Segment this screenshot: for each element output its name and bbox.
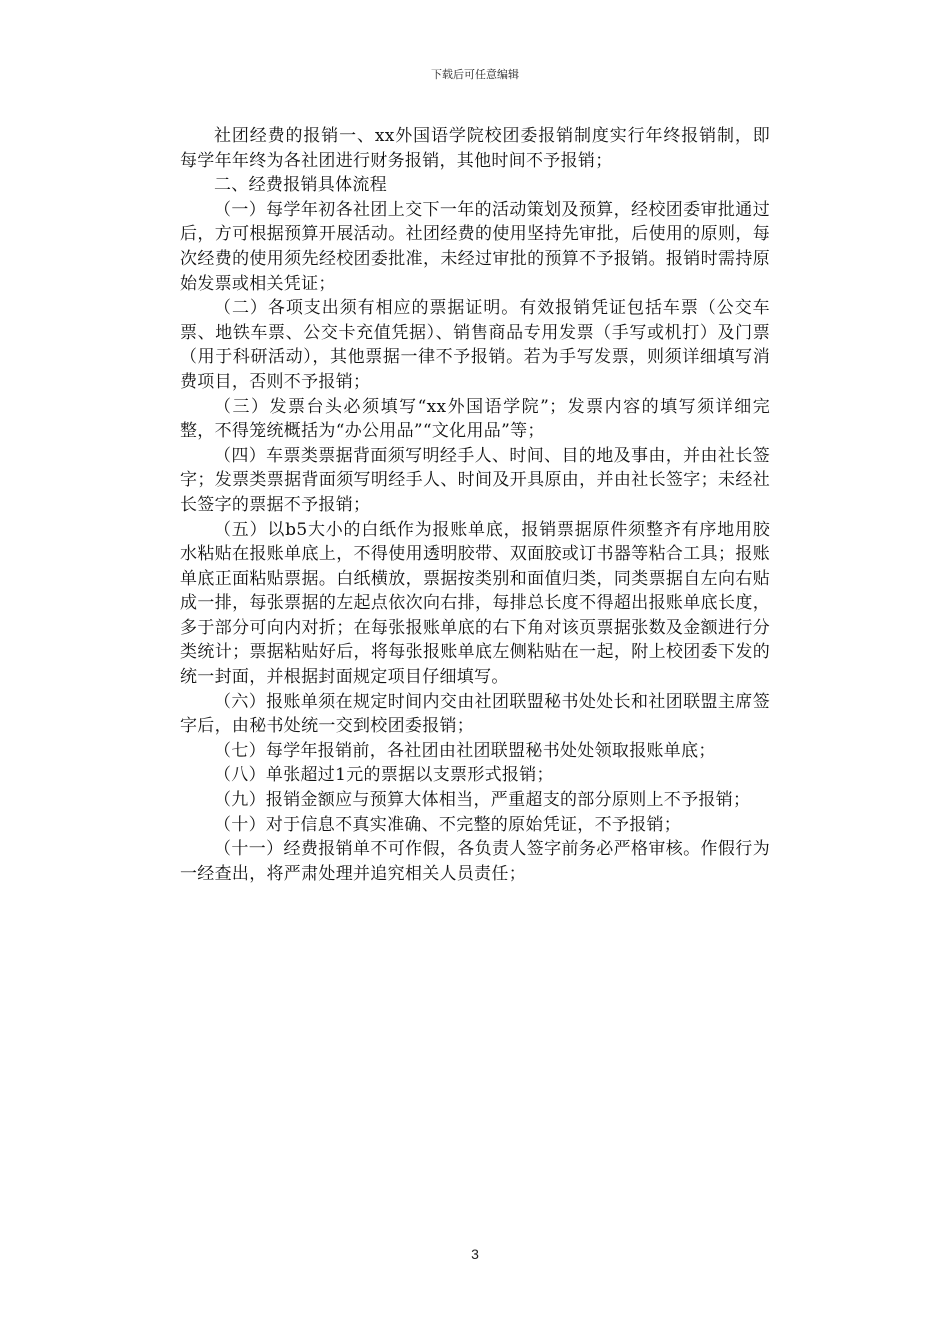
paragraph-item-2: （二）各项支出须有相应的票据证明。有效报销凭证包括车票（公交车票、地铁车票、公交卡充值凭据）、销售商品专用发票（手写或机打）及门票（用于科研活动），其他票据一律不予报销。若为手写发票，则须详细填写消费项目，否则不予报销；: [180, 298, 770, 392]
paragraph-item-1: （一）每学年初各社团上交下一年的活动策划及预算，经校团委审批通过后，方可根据预算开展活动。社团经费的使用坚持先审批，后使用的原则，每次经费的使用须先经校团委批准，未经过审批的预算不予报销。报销时需持原始发票或相关凭证；: [180, 199, 770, 294]
paragraph-item-8: （八）单张超过1元的票据以支票形式报销；: [214, 765, 554, 786]
page-header: 下载后可任意编辑: [431, 68, 519, 81]
paragraph-item-11: （十一）经费报销单不可作假，各负责人签字前务必严格审核。作假行为一经查出，将严肃处理并追究相关人员责任；: [180, 839, 770, 884]
paragraph-intro: 社团经费的报销一、xx外国语学院校团委报销制度实行年终报销制，即每学年年终为各社团进行财务报销，其他时间不予报销；: [180, 126, 770, 171]
document-body: [180, 124, 770, 886]
paragraph-item-4: （四）车票类票据背面须写明经手人、时间、目的地及事由，并由社长签字；发票类票据背面须写明经手人、时间及开具原由，并由社长签字；未经社长签字的票据不予报销；: [180, 445, 770, 515]
paragraph-item-7: （七）每学年报销前，各社团由社团联盟秘书处处领取报账单底；: [214, 740, 716, 761]
paragraph-item-6: （六）报账单须在规定时间内交由社团联盟秘书处处长和社团联盟主席签字后，由秘书处统一交到校团委报销；: [180, 691, 770, 737]
paragraph-item-5: （五）以b5大小的白纸作为报账单底，报销票据原件须整齐有序地用胶水粘贴在报账单底上，不得使用透明胶带、双面胶或订书器等粘合工具；报账单底正面粘贴票据。白纸横放，票据按类别和面值归类，同类票据自左向右贴成一排，每张票据的左起点依次向右排，每排总长度不得超出报账单底长度，多于部分可向内对折；在每张报账单底的右下角对该页票据张数及金额进行分类统计；票据粘贴好后，将每张报账单底左侧粘贴在一起，附上校团委下发的统一封面，并根据封面规定项目仔细填写。: [180, 519, 770, 688]
page-number: 3: [471, 1246, 479, 1262]
paragraph-item-9: （九）报销金额应与预算大体相当，严重超支的部分原则上不予报销；: [214, 790, 751, 811]
paragraph-item-10: （十）对于信息不真实准确、不完整的原始凭证，不予报销；: [214, 814, 682, 835]
section-heading: 二、经费报销具体流程: [214, 175, 387, 196]
paragraph-item-3: （三）发票台头必须填写“xx外国语学院”；发票内容的填写须详细完整，不得笼统概括为“办公用品”“文化用品”等；: [180, 396, 770, 442]
